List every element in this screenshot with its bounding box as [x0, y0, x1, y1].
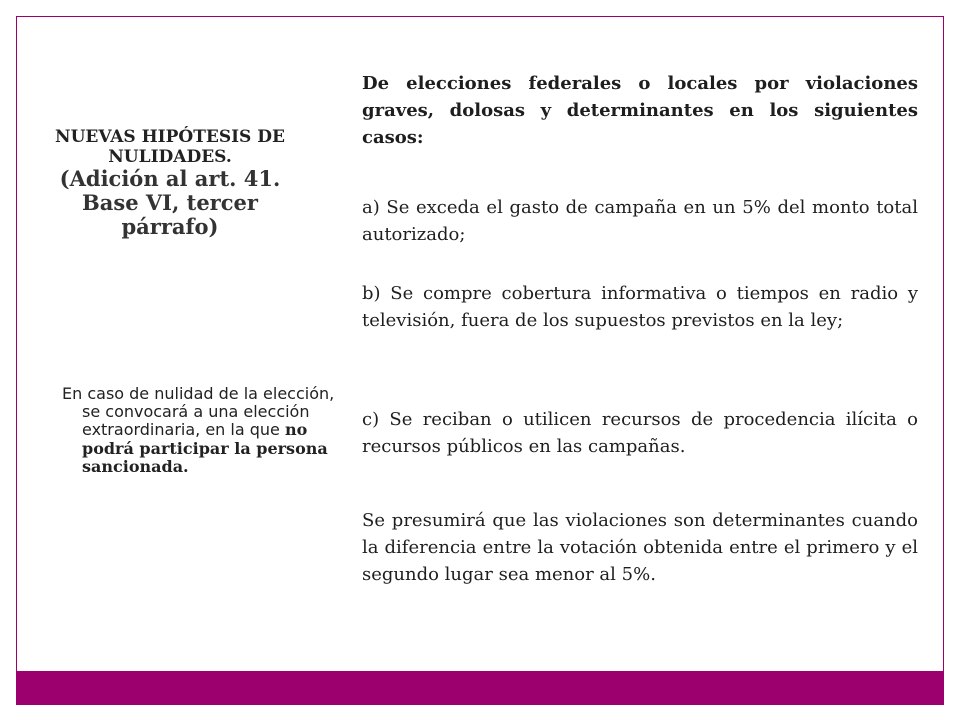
closing-paragraph: Se presumirá que las violaciones son determinantes cuando la diferencia entre la votación obtenida entre el primero y el segundo lugar sea menor al 5%. [362, 510, 918, 585]
title-subtitle: (Adición al art. 41. Base VI, tercer párrafo) [59, 166, 281, 240]
title-main: NUEVAS HIPÓTESIS DE NULIDADES. [55, 127, 285, 167]
left-note [62, 385, 342, 476]
note-text: En caso de nulidad de la elección, se convocará a una elección extraordinaria, en la que [62, 384, 335, 440]
right-heading: De elecciones federales o locales por violaciones graves, dolosas y determinantes en los siguientes casos: [362, 73, 918, 148]
left-title [50, 128, 290, 240]
bottom-accent-bar [16, 671, 944, 705]
case-item-b: b) Se compre cobertura informativa o tiempos en radio y televisión, fuera de los supuestos previstos en la ley; [362, 283, 918, 331]
case-item-c: c) Se reciban o utilicen recursos de procedencia ilícita o recursos públicos en las campañas. [362, 409, 918, 457]
case-item-a: a) Se exceda el gasto de campaña en un 5% del monto total autorizado; [362, 197, 918, 245]
note-bold-text: no podrá participar la persona sancionada. [82, 420, 328, 476]
